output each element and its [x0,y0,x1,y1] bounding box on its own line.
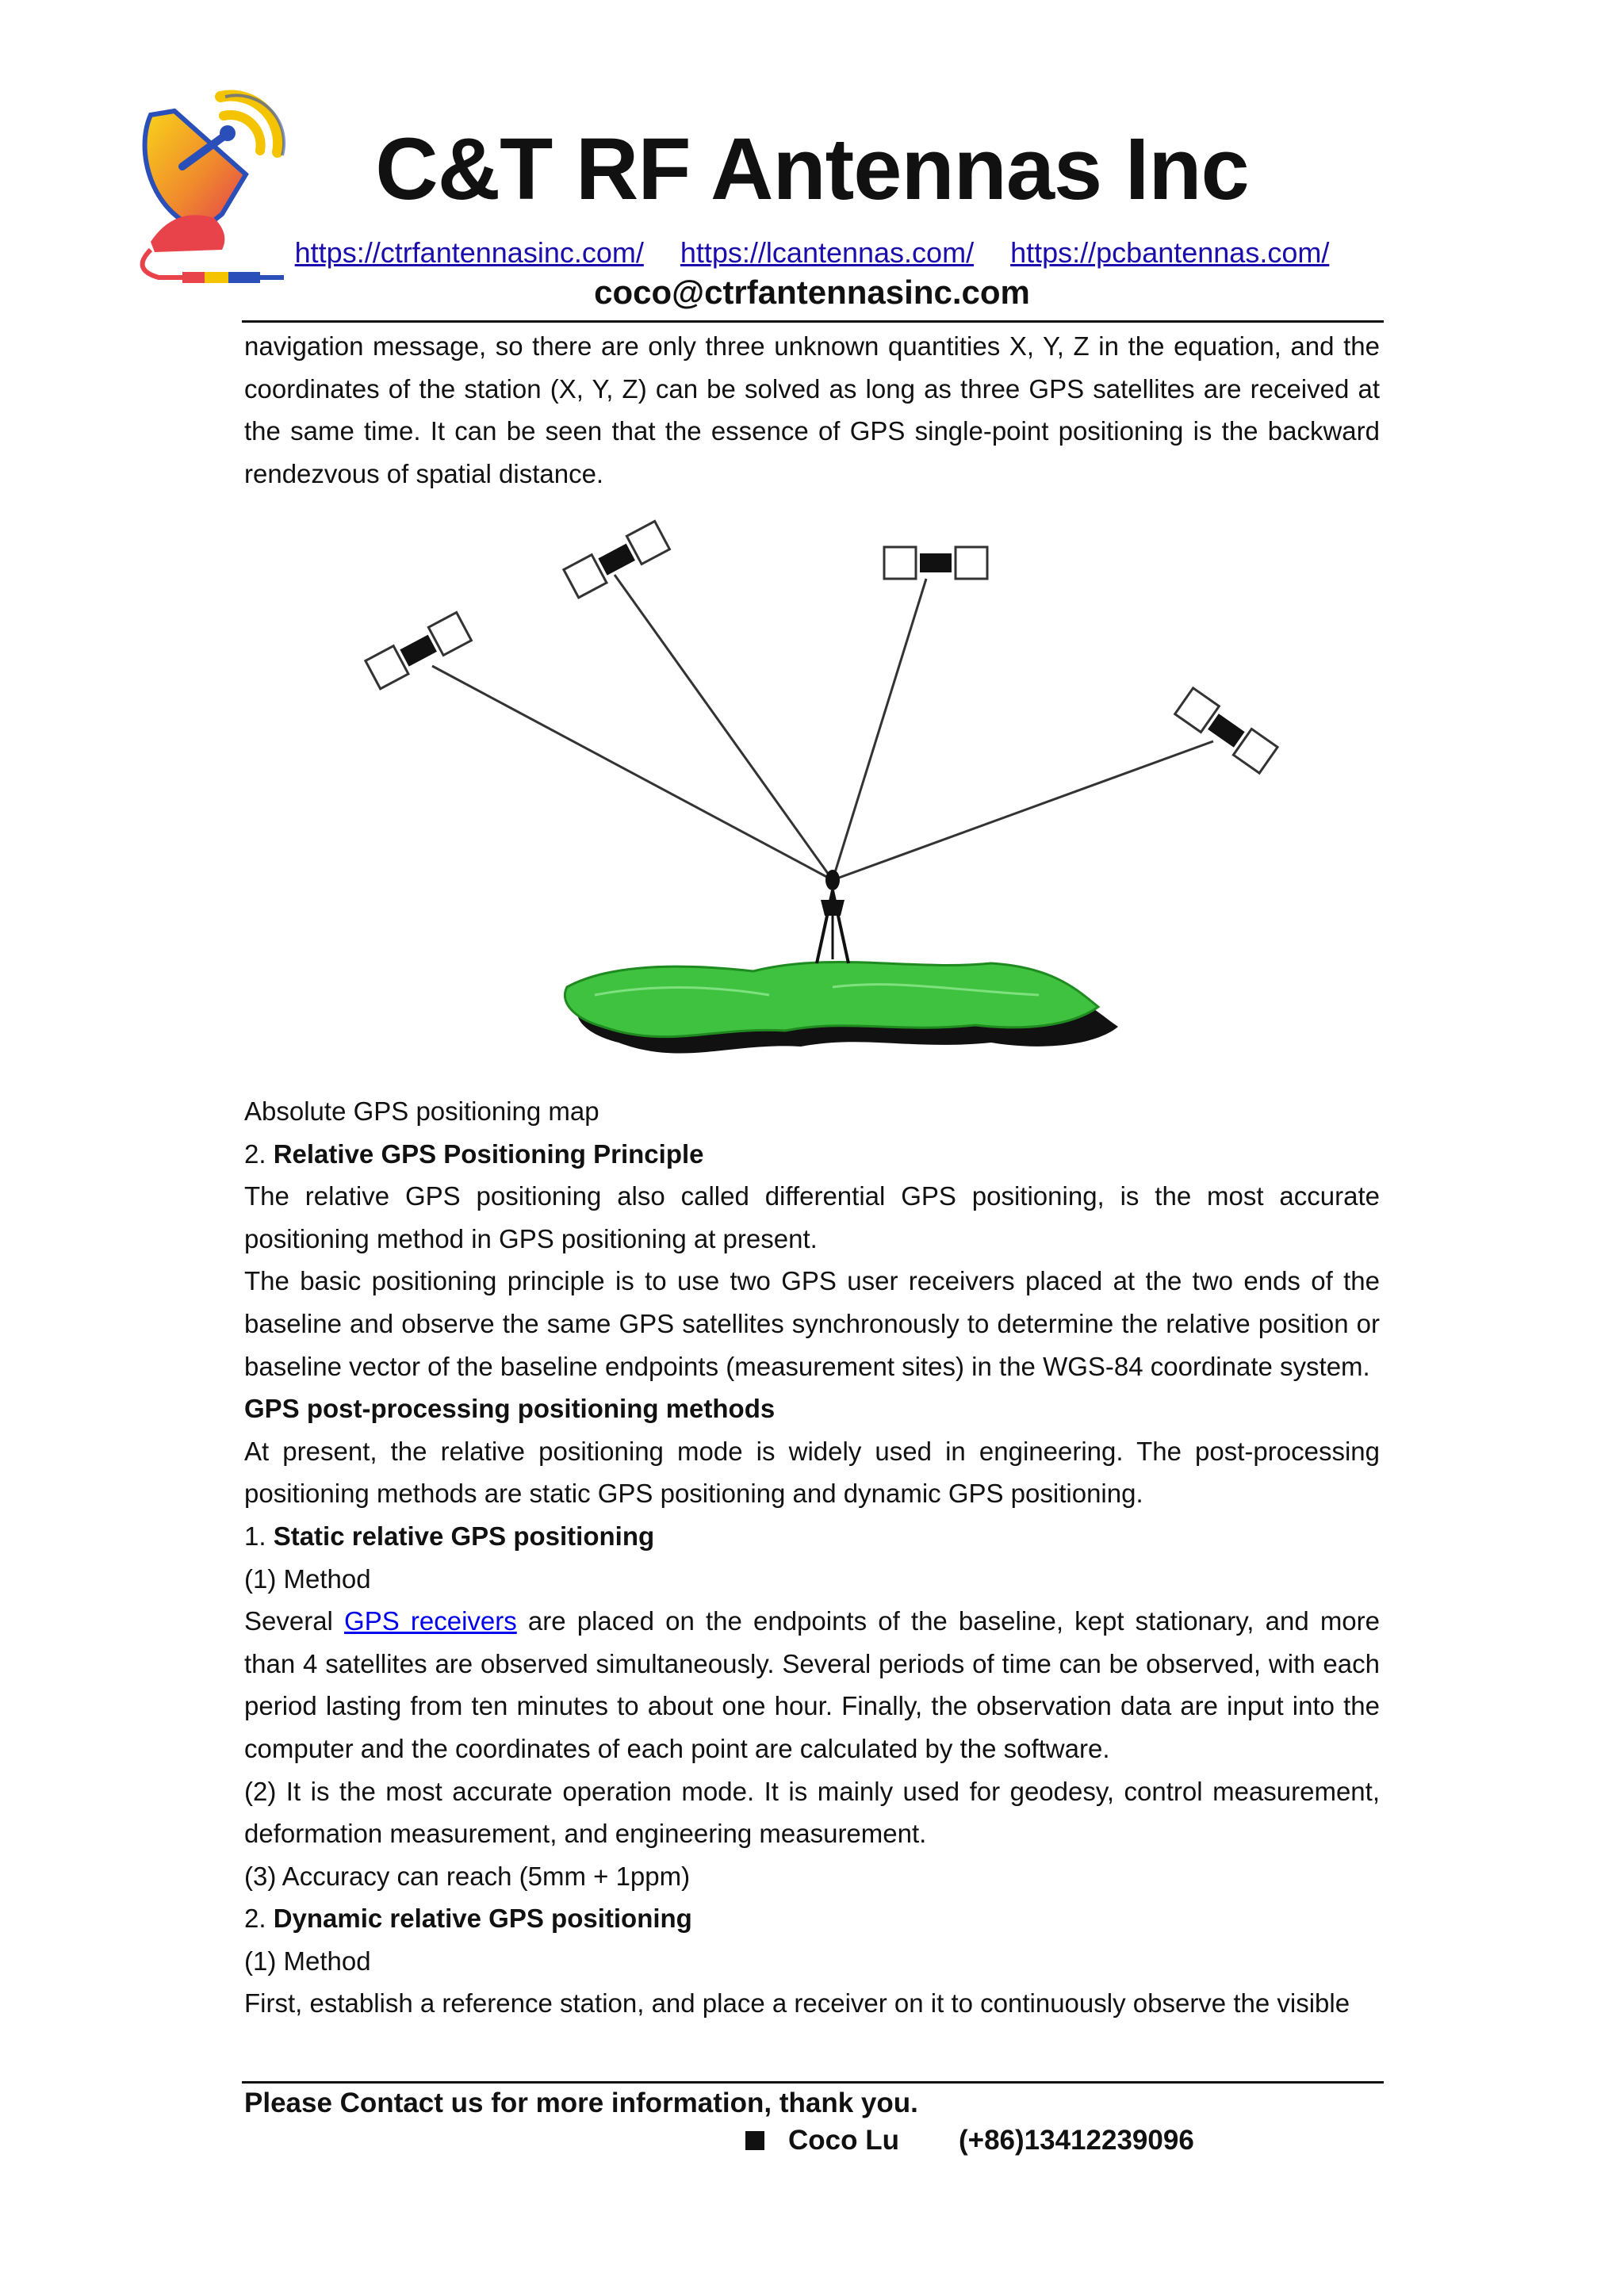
satellite-icon [884,547,987,579]
paragraph: The relative GPS positioning also called differential GPS positioning, is the most accurate positioning method in GPS positioning at present. [244,1181,1380,1253]
link-pcbantennas[interactable]: https://pcbantennas.com/ [1010,236,1330,269]
company-name: C&T RF Antennas Inc [375,121,1249,218]
contact-email: coco@ctrfantennasinc.com [594,274,1030,311]
section-heading-dynamic: 2. Dynamic relative GPS positioning [244,1904,692,1934]
gps-positioning-figure [357,519,1332,1074]
satellite-icon [564,521,670,597]
subheading-method: (1) Method [244,1563,371,1594]
paragraph: At present, the relative positioning mode is widely used in engineering. The post-processing positioning methods are static GPS positioning and dynamic GPS positioning. [244,1436,1380,1509]
paragraph: (2) It is the most accurate operation mode. It is mainly used for geodesy, control measurement, deformation measurement, and engineering measurement. [244,1776,1380,1849]
main-content [244,1090,1380,2025]
subheading-method: (1) Method [244,1946,371,1976]
intro-text: navigation message, so there are only three unknown quantities X, Y, Z in the equation, and the coordinates of the station (X, Y, Z) can be solved as long as three GPS satellites are received at the same time. It can be seen that the essence of GPS single-point positioning is the backward rendezvous of spatial distance. [244,331,1380,488]
gps-receivers-link[interactable]: GPS receivers [344,1606,517,1636]
intro-paragraph [244,325,1380,495]
contact-name: Coco Lu [788,2125,899,2156]
header-divider [242,320,1384,323]
figure-caption: Absolute GPS positioning map [244,1096,599,1126]
link-ctrfantennasinc[interactable]: https://ctrfantennasinc.com/ [294,236,644,269]
paragraph: First, establish a reference station, and place a receiver on it to continuously observe the visible [244,1988,1350,2019]
contact-line [745,2125,1194,2156]
footer-divider [242,2081,1384,2084]
section-heading-relative: 2. Relative GPS Positioning Principle [244,1138,704,1169]
paragraph: The basic positioning principle is to use two GPS user receivers placed at the two ends of the baseline and observe the same GPS satellites synchronously to determine the relative position or baseline vector of the baseline endpoints (measurement sites) in the WGS-84 coordinate system. [244,1266,1380,1381]
contact-phone: (+86)13412239096 [958,2125,1194,2156]
website-links [0,236,1624,270]
paragraph: Several GPS receivers are placed on the endpoints of the baseline, kept stationary, and more than 4 satellites are observed simultaneously. Several periods of time can be observed, with each period lasting from ten minutes to about one hour. Finally, the observation data are input into the computer and the coordinates of each point are calculated by the software. [244,1606,1381,1763]
link-lcantennas[interactable]: https://lcantennas.com/ [680,236,975,269]
footer-note: Please Contact us for more information, thank you. [244,2087,918,2118]
section-heading-static: 1. Static relative GPS positioning [244,1521,655,1551]
paragraph: (3) Accuracy can reach (5mm + 1ppm) [244,1861,691,1891]
bullet-square-icon [745,2131,764,2150]
section-heading-postprocessing: GPS post-processing positioning methods [244,1394,776,1424]
satellite-icon [1175,688,1277,773]
